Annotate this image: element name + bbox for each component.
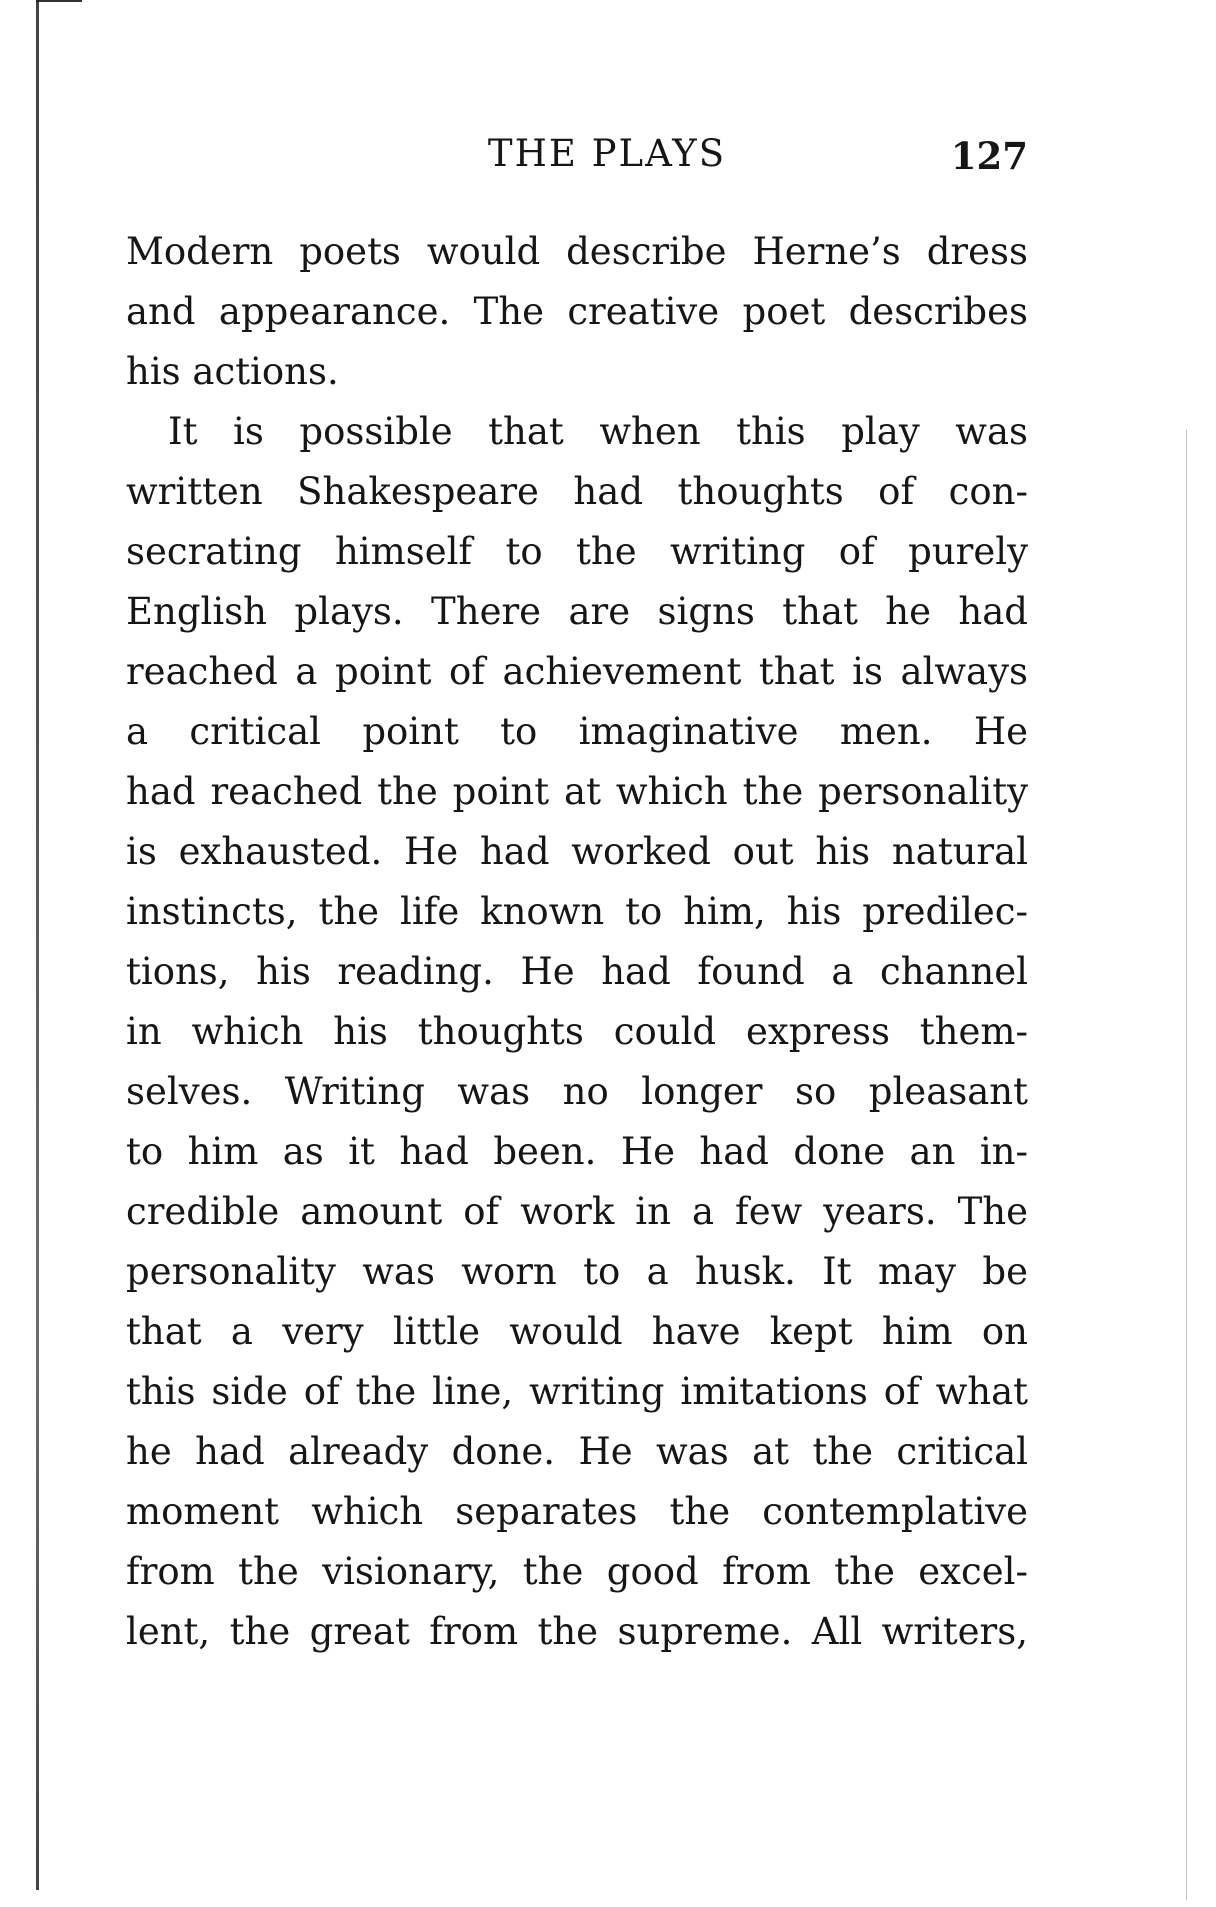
text-line: secrating himself to the writing of purely [126, 530, 1028, 573]
text-line: English plays. There are signs that he had [126, 590, 1028, 633]
text-line: personality was worn to a husk. It may be [126, 1250, 1028, 1293]
body-text [126, 222, 1028, 1662]
scan-edge-top [36, 0, 82, 2]
page-number: 127 [950, 134, 1028, 178]
text-line: written Shakespeare had thoughts of con- [126, 470, 1028, 513]
text-line: tions, his reading. He had found a channel [126, 950, 1028, 993]
text-line: this side of the line, writing imitations of what [126, 1370, 1028, 1413]
text-line: It is possible that when this play was [168, 410, 1028, 453]
text-line: instincts, the life known to him, his predilec- [126, 890, 1028, 933]
page-header [126, 132, 1028, 192]
running-head: THE PLAYS [487, 132, 727, 175]
text-line: credible amount of work in a few years. The [126, 1190, 1028, 1233]
text-line: he had already done. He was at the critical [126, 1430, 1028, 1473]
text-line: had reached the point at which the personality [126, 770, 1028, 813]
scan-edge-left [36, 0, 39, 1890]
text-line: his actions. [126, 350, 339, 393]
text-line: that a very little would have kept him on [126, 1310, 1028, 1353]
scan-edge-right [1186, 430, 1187, 1900]
text-line: Modern poets would describe Herne’s dress [126, 230, 1028, 273]
text-line: and appearance. The creative poet describes [126, 290, 1028, 333]
text-line: a critical point to imaginative men. He [126, 710, 1028, 753]
text-line: to him as it had been. He had done an in- [126, 1130, 1028, 1173]
text-line: reached a point of achievement that is always [126, 650, 1028, 693]
text-line: selves. Writing was no longer so pleasant [126, 1070, 1028, 1113]
text-line: is exhausted. He had worked out his natural [126, 830, 1028, 873]
text-line: moment which separates the contemplative [126, 1490, 1028, 1533]
text-line: from the visionary, the good from the excel- [126, 1550, 1028, 1593]
text-line: lent, the great from the supreme. All writers, [126, 1610, 1028, 1653]
text-line: in which his thoughts could express them- [126, 1010, 1028, 1053]
